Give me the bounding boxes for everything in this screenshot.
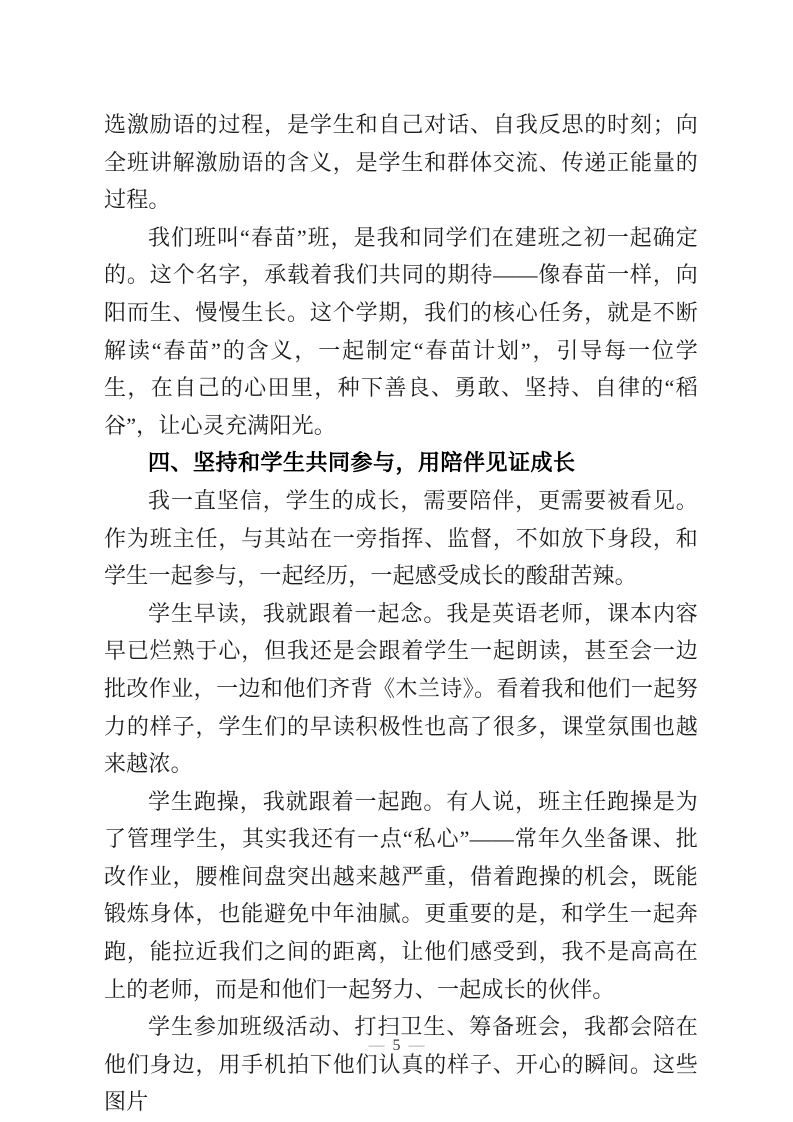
document-body: [104, 106, 698, 1121]
body-paragraph: 学生参加班级活动、打扫卫生、筹备班会，我都会陪在他们身边，用手机拍下他们认真的样子、开心的瞬间。这些图片: [104, 1014, 698, 1115]
page-number-dash-left: —: [368, 1037, 385, 1054]
page-number-dash-right: —: [408, 1037, 425, 1054]
body-paragraph: 学生早读，我就跟着一起念。我是英语老师，课本内容早已烂熟于心，但我还是会跟着学生一起朗读，甚至会一边批改作业，一边和他们齐背《木兰诗》。看着我和他们一起努力的样子，学生们的早读积极性也高了很多，课堂氛围也越来越浓。: [104, 600, 698, 777]
body-paragraph-continuation: 选激励语的过程，是学生和自己对话、自我反思的时刻；向全班讲解激励语的含义，是学生和群体交流、传递正能量的过程。: [104, 112, 698, 213]
body-paragraph: 我一直坚信，学生的成长，需要陪伴，更需要被看见。作为班主任，与其站在一旁指挥、监督，不如放下身段，和学生一起参与，一起经历，一起感受成长的酸甜苦辣。: [104, 487, 698, 589]
body-paragraph: 我们班叫“春苗”班，是我和同学们在建班之初一起确定的。这个名字，承载着我们共同的期待——像春苗一样，向阳而生、慢慢生长。这个学期，我们的核心任务，就是不断解读“春苗”的含义，一起制定“春苗计划”，引导每一位学生，在自己的心田里，种下善良、勇敢、坚持、自律的“稻谷”，让心灵充满阳光。: [104, 224, 698, 438]
page-number: 5: [392, 1037, 401, 1054]
section-heading: 四、坚持和学生共同参与，用陪伴见证成长: [148, 450, 576, 476]
page-footer: [0, 1036, 793, 1056]
body-paragraph: 学生跑操，我就跟着一起跑。有人说，班主任跑操是为了管理学生，其实我还有一点“私心”——常年久坐备课、批改作业，腰椎间盘突出越来越严重，借着跑操的机会，既能锻炼身体，也能避免中年油腻。更重要的是，和学生一起奔跑，能拉近我们之间的距离，让他们感受到，我不是高高在上的老师，而是和他们一起努力、一起成长的伙伴。: [104, 788, 698, 1002]
